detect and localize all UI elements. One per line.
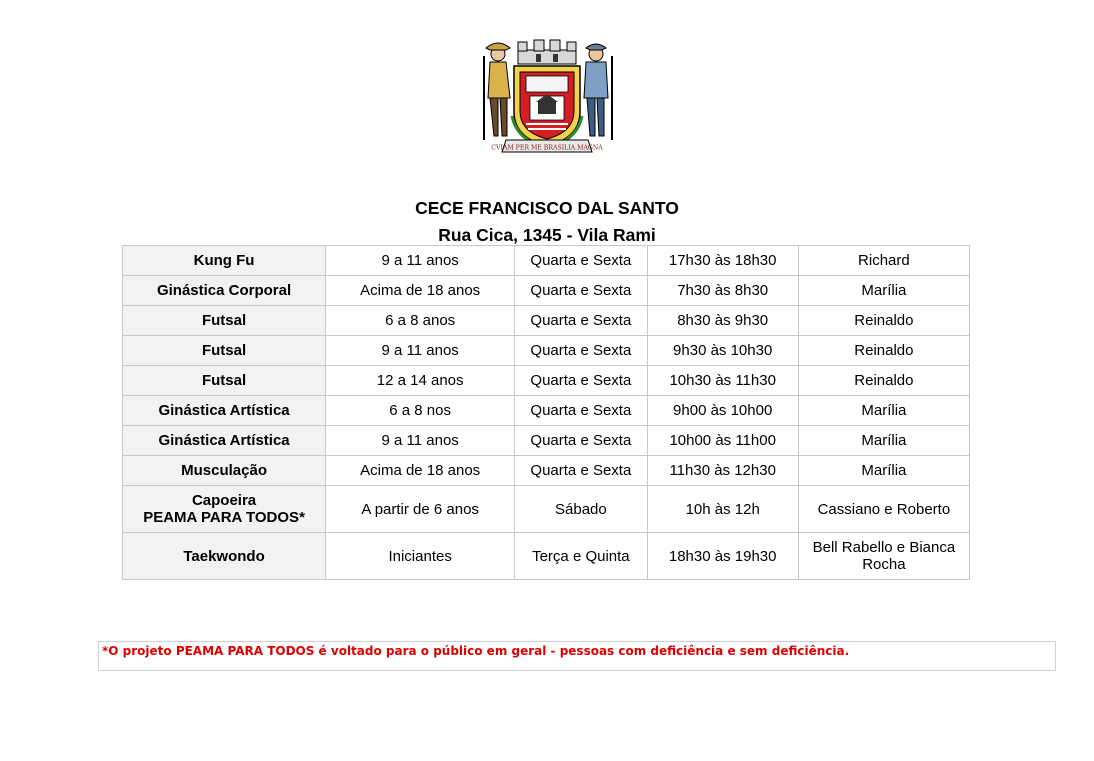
days-cell: Quarta e Sexta xyxy=(515,336,647,366)
time-cell: 9h30 às 10h30 xyxy=(647,336,798,366)
time-cell: 10h00 às 11h00 xyxy=(647,426,798,456)
table-row xyxy=(123,246,970,276)
table-row xyxy=(123,426,970,456)
page-title: CECE FRANCISCO DAL SANTO xyxy=(415,198,679,218)
table-row xyxy=(123,533,970,580)
activity-cell: Futsal xyxy=(123,366,326,396)
age-cell: Acima de 18 anos xyxy=(326,456,515,486)
activity-cell: Ginástica Artística xyxy=(123,396,326,426)
age-cell: Acima de 18 anos xyxy=(326,276,515,306)
shield xyxy=(514,66,580,146)
teacher-cell: Marília xyxy=(798,396,969,426)
coat-of-arms-logo xyxy=(476,36,618,162)
table-row xyxy=(123,486,970,533)
activity-cell: Musculação xyxy=(123,456,326,486)
mural-crown xyxy=(518,40,576,64)
teacher-cell: Bell Rabello e Bianca Rocha xyxy=(798,533,969,580)
time-cell: 11h30 às 12h30 xyxy=(647,456,798,486)
teacher-cell: Reinaldo xyxy=(798,336,969,366)
age-cell: 9 a 11 anos xyxy=(326,336,515,366)
age-cell: 9 a 11 anos xyxy=(326,246,515,276)
time-cell: 7h30 às 8h30 xyxy=(647,276,798,306)
days-cell: Terça e Quinta xyxy=(515,533,647,580)
schedule-table xyxy=(122,245,970,580)
activity-cell xyxy=(123,486,326,533)
days-cell: Quarta e Sexta xyxy=(515,426,647,456)
table-row xyxy=(123,306,970,336)
activity-name: Capoeira xyxy=(191,492,257,509)
table-row xyxy=(123,276,970,306)
time-cell: 18h30 às 19h30 xyxy=(647,533,798,580)
teacher-cell: Marília xyxy=(798,276,969,306)
teacher-cell: Marília xyxy=(798,426,969,456)
days-cell: Quarta e Sexta xyxy=(515,456,647,486)
age-cell: 6 a 8 nos xyxy=(326,396,515,426)
activity-program: PEAMA PARA TODOS* xyxy=(143,509,305,526)
footnote: *O projeto PEAMA PARA TODOS é voltado para o público em geral - pessoas com deficiência e sem deficiência. xyxy=(98,641,1056,671)
teacher-cell: Reinaldo xyxy=(798,366,969,396)
teacher-cell: Cassiano e Roberto xyxy=(798,486,969,533)
days-cell: Quarta e Sexta xyxy=(515,276,647,306)
time-cell: 9h00 às 10h00 xyxy=(647,396,798,426)
svg-text:CVIAM PER ME BRASILIA MAGNA: CVIAM PER ME BRASILIA MAGNA xyxy=(491,144,603,152)
activity-cell: Ginástica Artística xyxy=(123,426,326,456)
teacher-cell: Marília xyxy=(798,456,969,486)
age-cell: A partir de 6 anos xyxy=(326,486,515,533)
table-row xyxy=(123,396,970,426)
activity-cell: Taekwondo xyxy=(123,533,326,580)
teacher-cell: Richard xyxy=(798,246,969,276)
age-cell: 12 a 14 anos xyxy=(326,366,515,396)
left-bandeirante-figure xyxy=(484,43,510,140)
table-row xyxy=(123,336,970,366)
address-subtitle: Rua Cica, 1345 - Vila Rami xyxy=(438,225,656,245)
time-cell: 17h30 às 18h30 xyxy=(647,246,798,276)
days-cell: Quarta e Sexta xyxy=(515,306,647,336)
motto-ribbon xyxy=(491,140,603,152)
activity-cell: Futsal xyxy=(123,306,326,336)
activity-cell: Futsal xyxy=(123,336,326,366)
days-cell: Quarta e Sexta xyxy=(515,396,647,426)
days-cell: Quarta e Sexta xyxy=(515,366,647,396)
activity-cell: Kung Fu xyxy=(123,246,326,276)
age-cell: 6 a 8 anos xyxy=(326,306,515,336)
activity-cell: Ginástica Corporal xyxy=(123,276,326,306)
table-row xyxy=(123,456,970,486)
time-cell: 10h às 12h xyxy=(647,486,798,533)
table-row xyxy=(123,366,970,396)
age-cell: 9 a 11 anos xyxy=(326,426,515,456)
teacher-cell: Reinaldo xyxy=(798,306,969,336)
time-cell: 10h30 às 11h30 xyxy=(647,366,798,396)
time-cell: 8h30 às 9h30 xyxy=(647,306,798,336)
age-cell: Iniciantes xyxy=(326,533,515,580)
days-cell: Sábado xyxy=(515,486,647,533)
right-indigenous-figure xyxy=(584,44,612,140)
days-cell: Quarta e Sexta xyxy=(515,246,647,276)
